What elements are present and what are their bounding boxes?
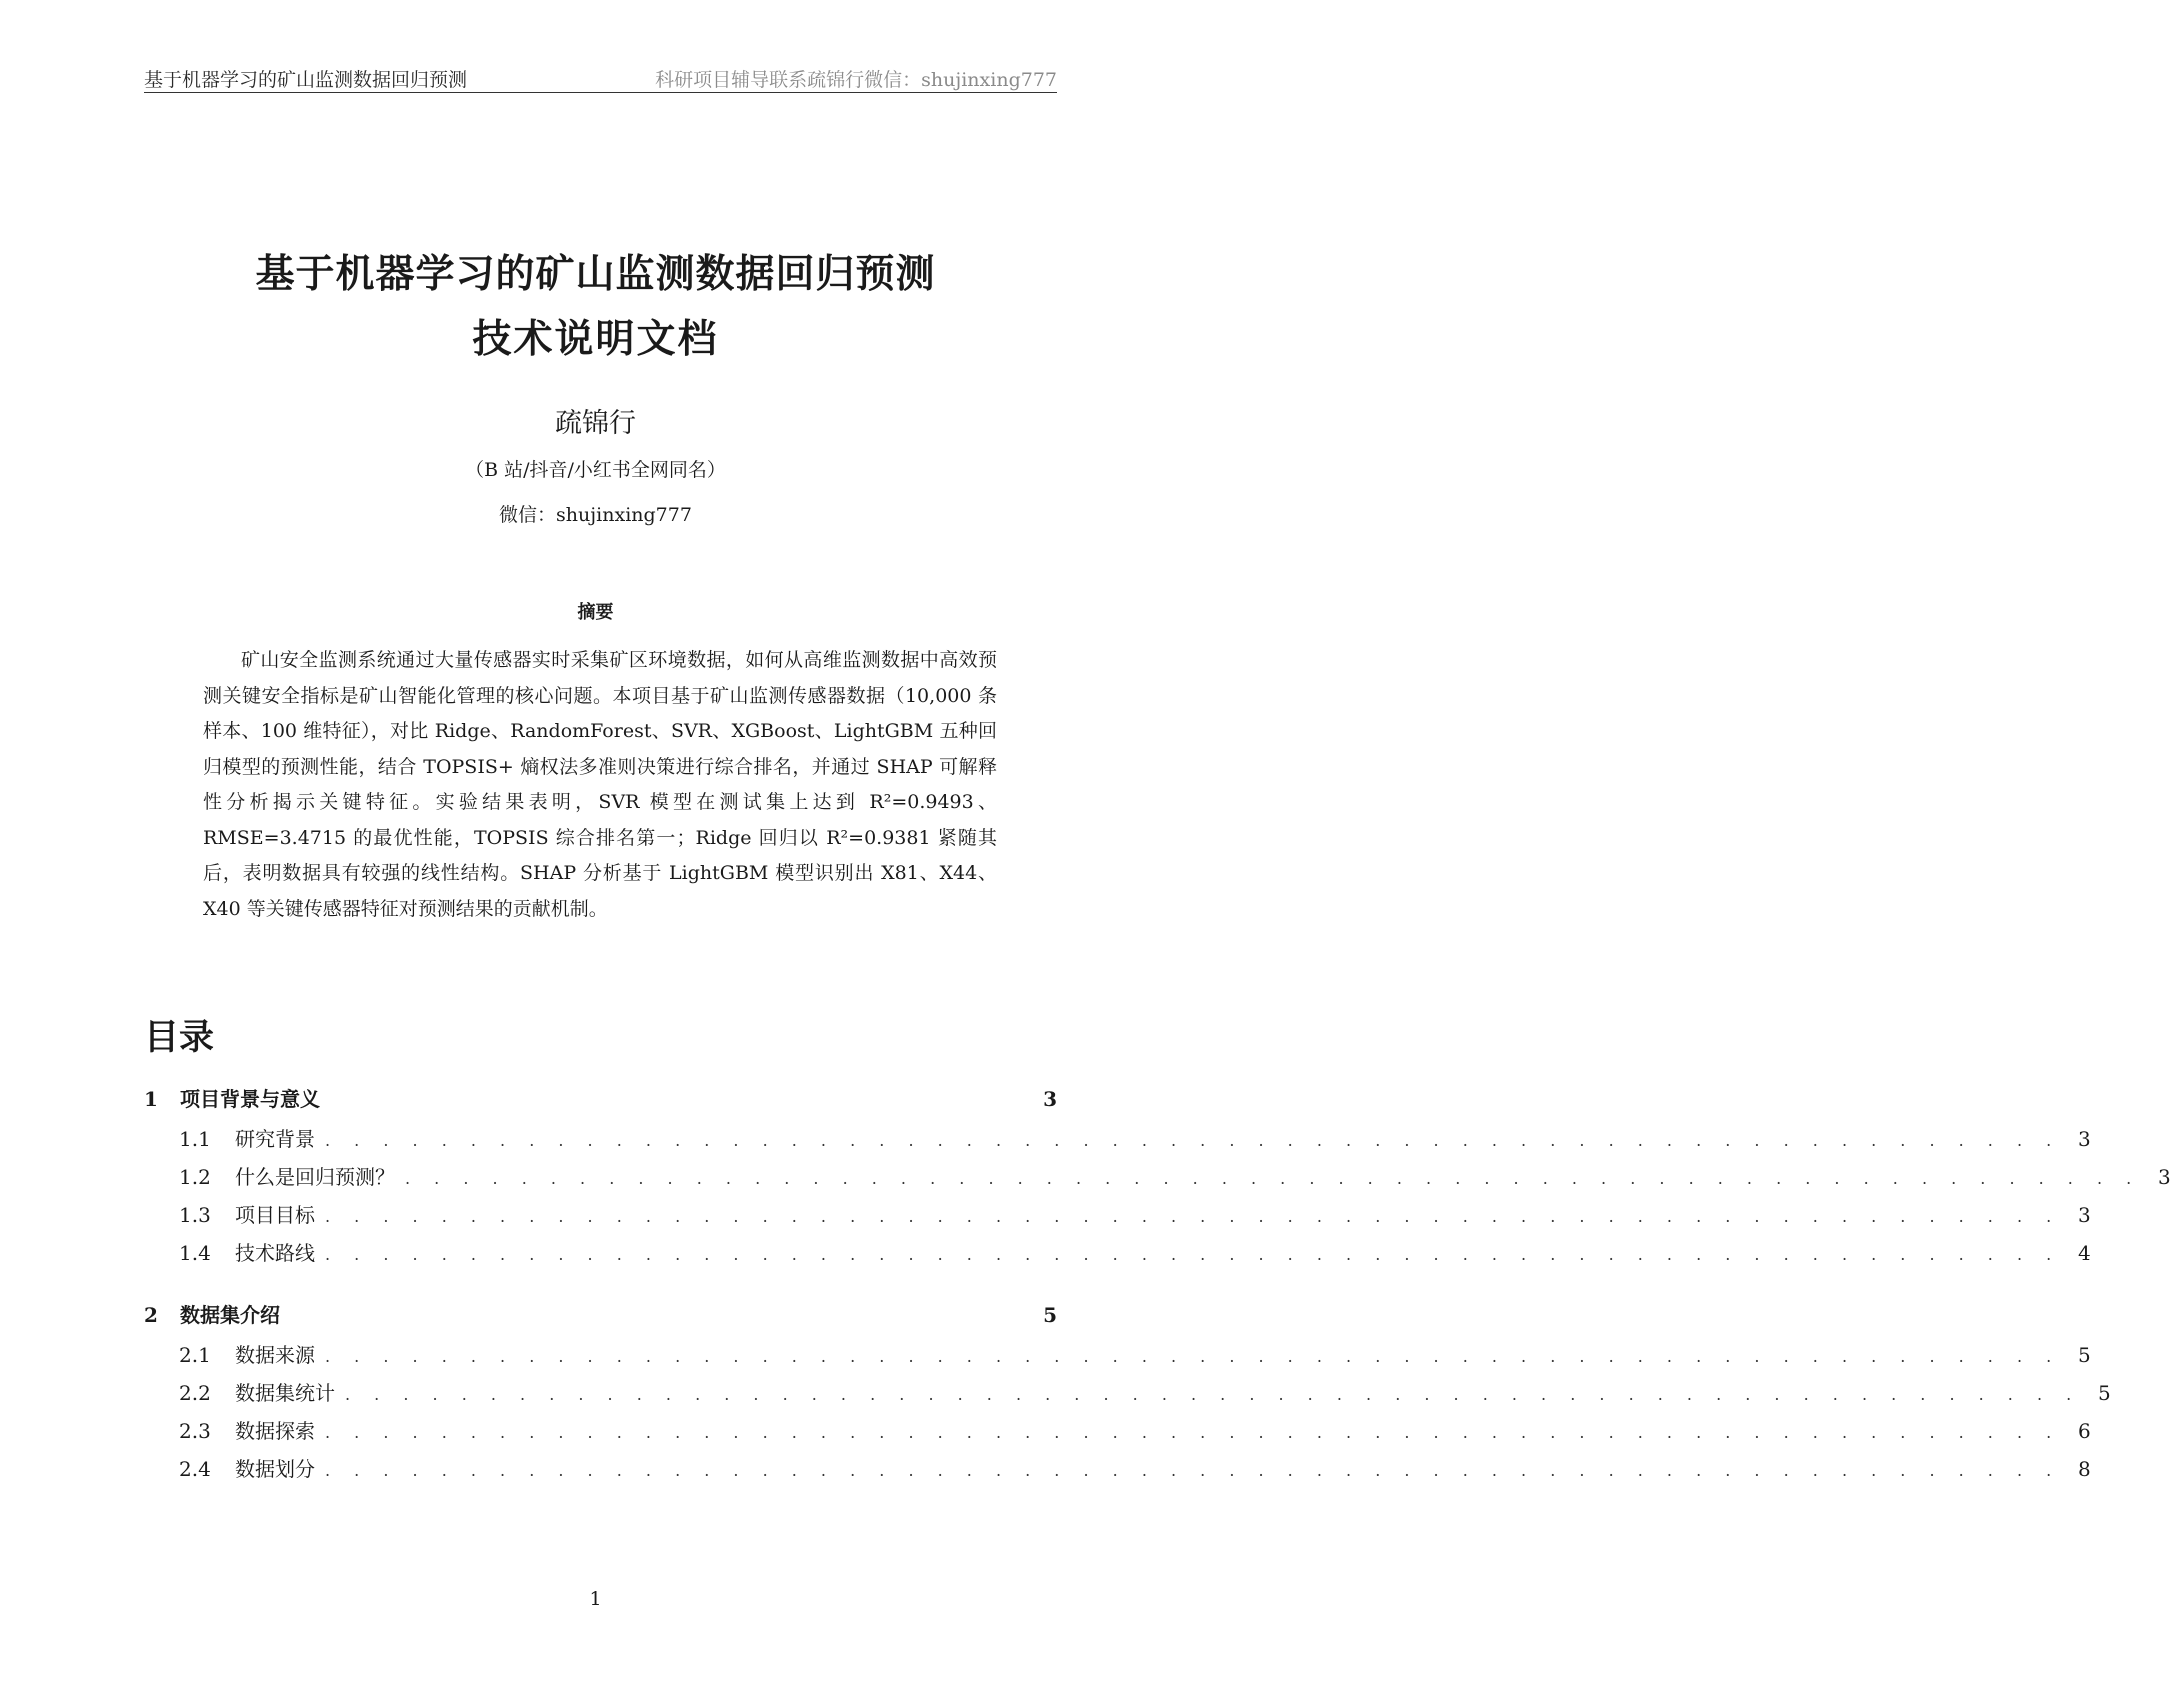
page-number: 1 [589,1588,602,1610]
toc-section-2 [144,1299,2111,1491]
toc-entry-number: 1.1 [179,1127,211,1151]
toc-entry-title: 项目目标 [235,1203,315,1227]
toc-leader-dots: . . . . . . . . . . . . . . . . . . . . . . . . . . . . . . . . . . . . . . . . . . . . . . . . . . . . . . . . . . . . [325,1461,2061,1480]
header-contact-info: 科研项目辅导联系疏锦行微信：shujinxing777 [655,69,1057,91]
toc-leader-dots: . . . . . . . . . . . . . . . . . . . . . . . . . . . . . . . . . . . . . . . . . . . . . . . . . . . . . . . . . . . . [325,1347,2061,1366]
toc-page-number: 3 [2078,1127,2091,1151]
toc-entry[interactable] [144,1199,2091,1237]
toc-entry-section[interactable] [144,1083,1057,1123]
toc-entry-title: 研究背景 [235,1127,315,1151]
document-subtitle: 技术说明文档 [472,316,719,362]
abstract-heading: 摘要 [577,602,614,623]
toc-leader-dots: . . . . . . . . . . . . . . . . . . . . . . . . . . . . . . . . . . . . . . . . . . . . . . . . . . . . . . . . . . . . [325,1245,2061,1264]
toc-entry-title: 数据来源 [235,1343,315,1367]
toc-leader-dots: . . . . . . . . . . . . . . . . . . . . . . . . . . . . . . . . . . . . . . . . . . . . . . . . . . . . . . . . . . . . [325,1131,2061,1150]
toc-entry-number: 1.3 [179,1203,211,1227]
toc-entry-number: 2.2 [179,1381,211,1405]
author-note: （B 站/抖音/小红书全网同名） [465,459,726,481]
toc-entry-number: 2.3 [179,1419,211,1443]
toc-section-number: 2 [144,1303,158,1327]
toc-page-number: 8 [2078,1457,2091,1481]
toc-entry[interactable] [144,1161,2171,1199]
toc-section-number: 1 [144,1087,158,1111]
toc-page-number: 4 [2078,1241,2091,1265]
toc-entry-number: 1.2 [179,1165,211,1189]
toc-entry-number: 2.4 [179,1457,211,1481]
toc-entry[interactable] [144,1415,2091,1453]
toc-entry-number: 2.1 [179,1343,211,1367]
abstract-text: 矿山安全监测系统通过大量传感器实时采集矿区环境数据，如何从高维监测数据中高效预测关键安全指标是矿山智能化管理的核心问题。本项目基于矿山监测传感器数据（10,000 条样本、100 维特征），对比 Ridge、RandomForest、SVR、XGBoost、LightGBM 五种回归模型的预测性能，结合 TOPSIS+ 熵权法多准则决策进行综合排名，并通过 SHAP 可解释性分析揭示关键特征。实验结果表明，SVR 模型在测试集上达到 R²=0.9493、RMSE=3.4715 的最优性能，TOPSIS 综合排名第一；Ridge 回归以 R²=0.9381 紧随其后，表明数据具有较强的线性结构。SHAP 分析基于 LightGBM 模型识别出 X81、X44、X40 等关键传感器特征对预测结果的贡献机制。 [203,649,997,920]
toc-page-number: 3 [1043,1087,1057,1111]
toc-entry-title: 数据划分 [235,1457,315,1481]
toc-page-number: 3 [2158,1165,2171,1189]
toc-leader-dots: . . . . . . . . . . . . . . . . . . . . . . . . . . . . . . . . . . . . . . . . . . . . . . . . . . . . . . . . . . . . [405,1169,2141,1188]
toc-leader-dots: . . . . . . . . . . . . . . . . . . . . . . . . . . . . . . . . . . . . . . . . . . . . . . . . . . . . . . . . . . . . [325,1423,2061,1442]
author-name: 疏锦行 [555,408,636,439]
toc-entry-title: 什么是回归预测？ [235,1165,395,1189]
toc-section-title: 数据集介绍 [180,1303,280,1327]
toc-page-number: 5 [2098,1381,2111,1405]
toc-entry-number: 1.4 [179,1241,211,1265]
toc-entry-title: 技术路线 [235,1241,315,1265]
toc-section-title: 项目背景与意义 [180,1087,320,1111]
toc-entry-section[interactable] [144,1299,1057,1339]
toc-page-number: 6 [2078,1419,2091,1443]
author-wechat: 微信：shujinxing777 [499,504,692,526]
toc-entry[interactable] [144,1377,2111,1415]
toc-entry-title: 数据集统计 [235,1381,335,1405]
toc-entry[interactable] [144,1123,2091,1161]
table-of-contents [144,1083,2171,1515]
toc-page-number: 5 [2078,1343,2091,1367]
toc-leader-dots: . . . . . . . . . . . . . . . . . . . . . . . . . . . . . . . . . . . . . . . . . . . . . . . . . . . . . . . . . . . . [325,1207,2061,1226]
toc-section-1 [144,1083,2171,1275]
running-header [144,60,1057,93]
toc-entry[interactable] [144,1453,2091,1491]
toc-entry[interactable] [144,1237,2091,1275]
toc-page-number: 3 [2078,1203,2091,1227]
toc-entry-title: 数据探索 [235,1419,315,1443]
toc-heading: 目录 [144,1017,215,1058]
document-title: 基于机器学习的矿山监测数据回归预测 [255,251,936,297]
toc-leader-dots: . . . . . . . . . . . . . . . . . . . . . . . . . . . . . . . . . . . . . . . . . . . . . . . . . . . . . . . . . . . . [345,1385,2081,1404]
toc-page-number: 5 [1043,1303,1057,1327]
toc-entry[interactable] [144,1339,2091,1377]
header-document-title: 基于机器学习的矿山监测数据回归预测 [144,69,468,91]
